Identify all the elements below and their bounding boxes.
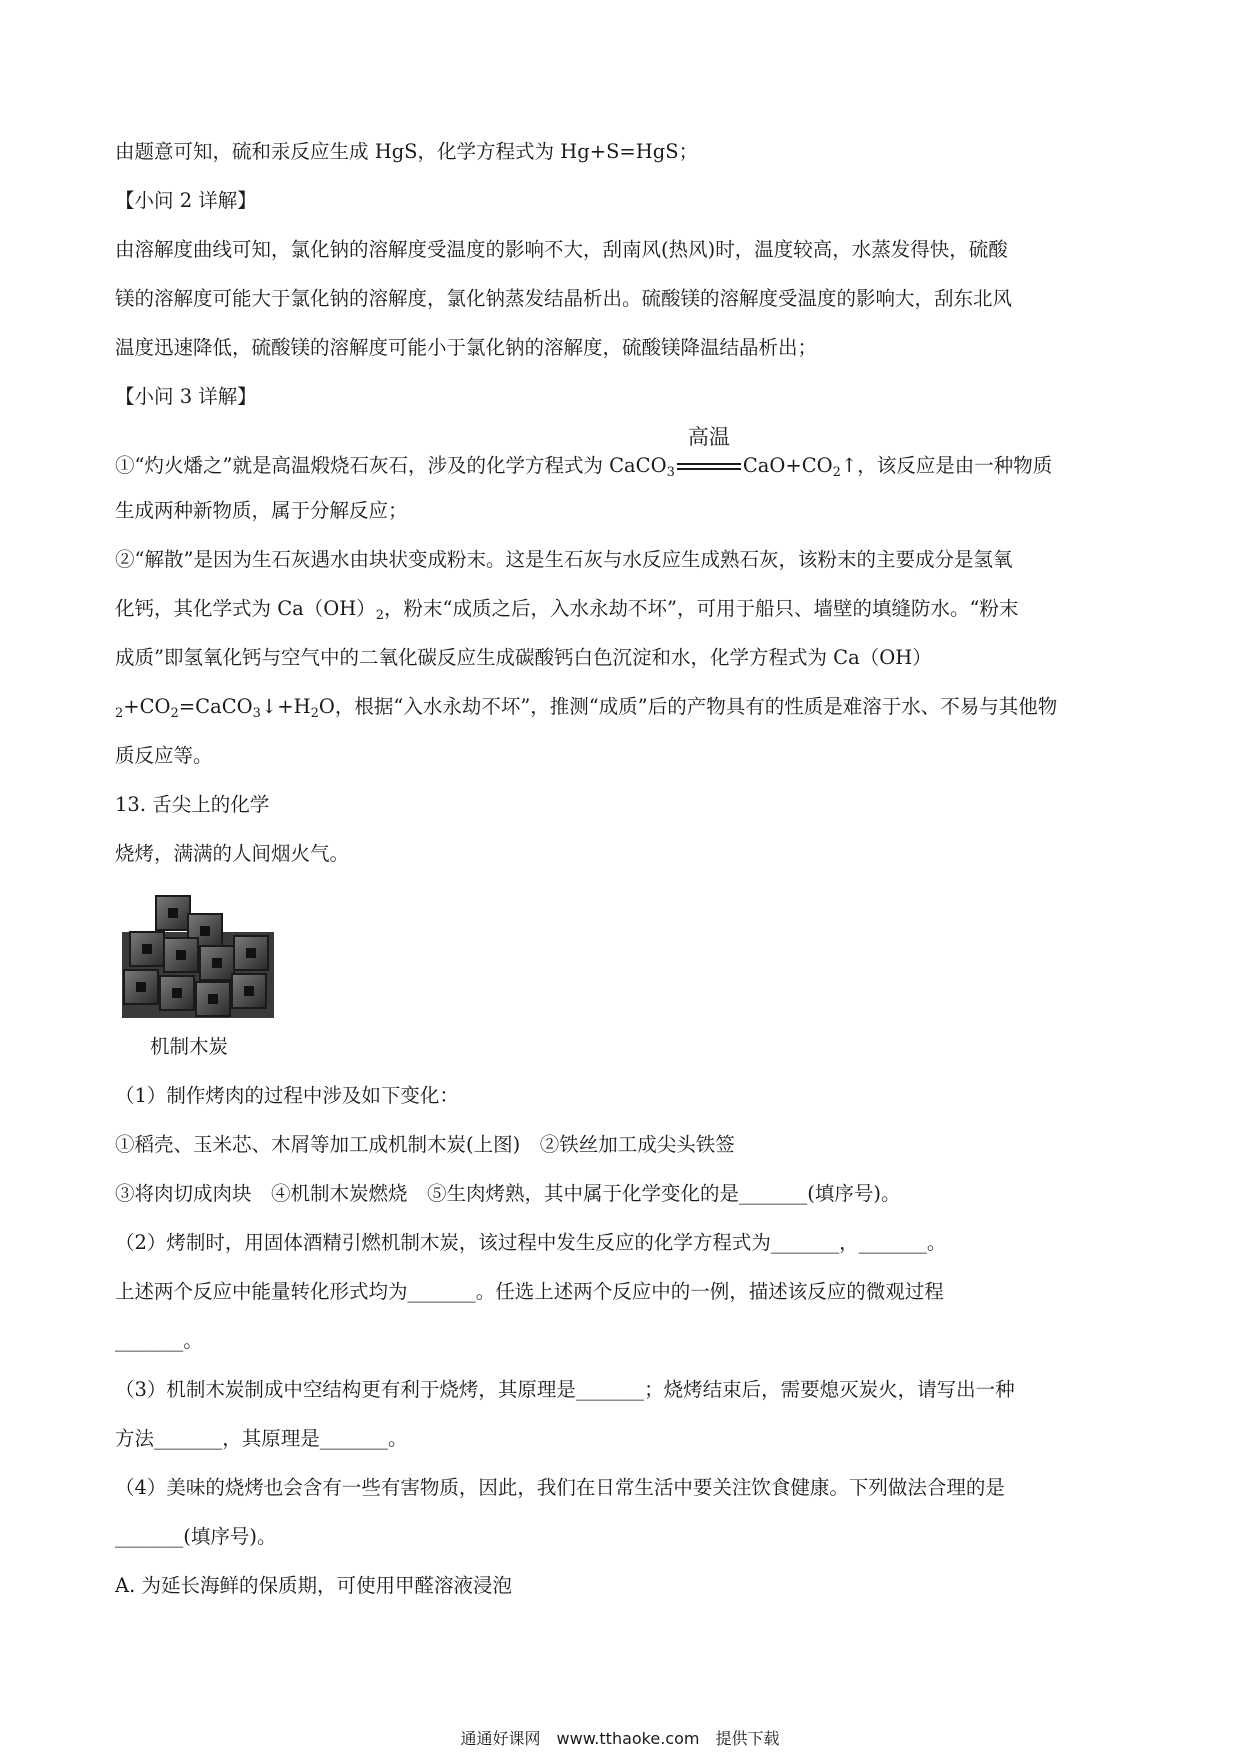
section-heading-q2: 【小问 2 详解】 [115,189,257,212]
page-footer: 通通好课网 www.tthaoke.com 提供下载 [460,1729,780,1748]
subscript: 2 [832,465,841,480]
sub-question-2: （2）烤制时，用固体酒精引燃机制木炭，该过程中发生反应的化学方程式为_______，_______。 [115,1231,947,1254]
answer-line-3f: $_2+CO_2=CaCO_3↓+H_2O$，根据“入水永劫不坏”，推测“成质”后的产物具有的性质是难溶于水、不易与其他物 [115,695,1058,721]
reaction-condition-arrow [677,424,741,477]
answer-line-2c: 温度迅速降低，硫酸镁的溶解度可能小于氯化钠的溶解度，硫酸镁降温结晶析出； [115,336,818,359]
equation-text-pre: ①“灼火燔之”就是高温煅烧石灰石，涉及的化学方程式为 CaCO [115,454,667,477]
answer-line-3d: 化钙，其化学式为 $Ca(OH)_2$，粉末“成质之后，入水永劫不坏”，可用于船只、墙壁的填缝防水。“粉末 [115,597,1019,623]
answer-line-1: 由题意可知，硫和汞反应生成 HgS，化学方程式为 Hg+S=HgS； [115,140,699,163]
question-13-title: 13. 舌尖上的化学 [115,793,270,816]
question-13-intro: 烧烤，满满的人间烟火气。 [115,842,350,865]
subscript: 3 [666,465,675,480]
sub-question-2a: 上述两个反应中能量转化形式均为_______。任选上述两个反应中的一例，描述该反应的微观过程 [115,1280,944,1303]
sub-question-1-items-b: ③将肉切成肉块 ④机制木炭燃烧 ⑤生肉烤熟，其中属于化学变化的是_______(填序号)。 [115,1182,901,1205]
sub-question-3a: 方法_______，其原理是_______。 [115,1427,408,1450]
sub-question-4a: _______(填序号)。 [115,1525,277,1548]
equation-line-caco3 [115,424,1125,487]
equation-text-mid: CaO+CO [742,454,833,477]
equation-text-post: ↑，该反应是由一种物质 [840,454,1053,477]
answer-line-3g: 质反应等。 [115,744,213,767]
sub-question-1: （1）制作烤肉的过程中涉及如下变化： [115,1084,459,1107]
section-heading-q3: 【小问 3 详解】 [115,385,257,408]
reaction-condition-label: 高温 [687,424,730,449]
answer-line-2b: 镁的溶解度可能大于氯化钠的溶解度，氯化钠蒸发结晶析出。硫酸镁的溶解度受温度的影响大，刮东北风 [115,287,1013,310]
answer-line-3c: ②“解散”是因为生石灰遇水由块状变成粉末。这是生石灰与水反应生成熟石灰，该粉末的主要成分是氢氧 [115,548,1013,571]
sub-question-3: （3）机制木炭制成中空结构更有利于烧烤，其原理是_______；烧烤结束后，需要熄灭炭火，请写出一种 [115,1378,1015,1401]
sub-question-4: （4）美味的烧烤也会含有一些有害物质，因此，我们在日常生活中要关注饮食健康。下列做法合理的是 [115,1476,1005,1499]
answer-line-3e: 成质”即氢氧化钙与空气中的二氧化碳反应生成碳酸钙白色沉淀和水，化学方程式为 Ca（OH） [115,646,932,669]
sub-question-2b: _______。 [115,1329,203,1352]
answer-line-3b: 生成两种新物质，属于分解反应； [115,499,408,522]
sub-question-1-items-a: ①稻壳、玉米芯、木屑等加工成机制木炭(上图) ②铁丝加工成尖头铁签 [115,1133,735,1156]
answer-line-2a: 由溶解度曲线可知，氯化钠的溶解度受温度的影响不大，刮南风(热风)时，温度较高，水蒸发得快，硫酸 [115,238,1008,261]
image-caption: 机制木炭 [150,1035,229,1058]
charcoal-briquettes-image [116,892,280,1024]
option-a: A. 为延长海鲜的保质期，可使用甲醛溶液浸泡 [115,1574,512,1597]
